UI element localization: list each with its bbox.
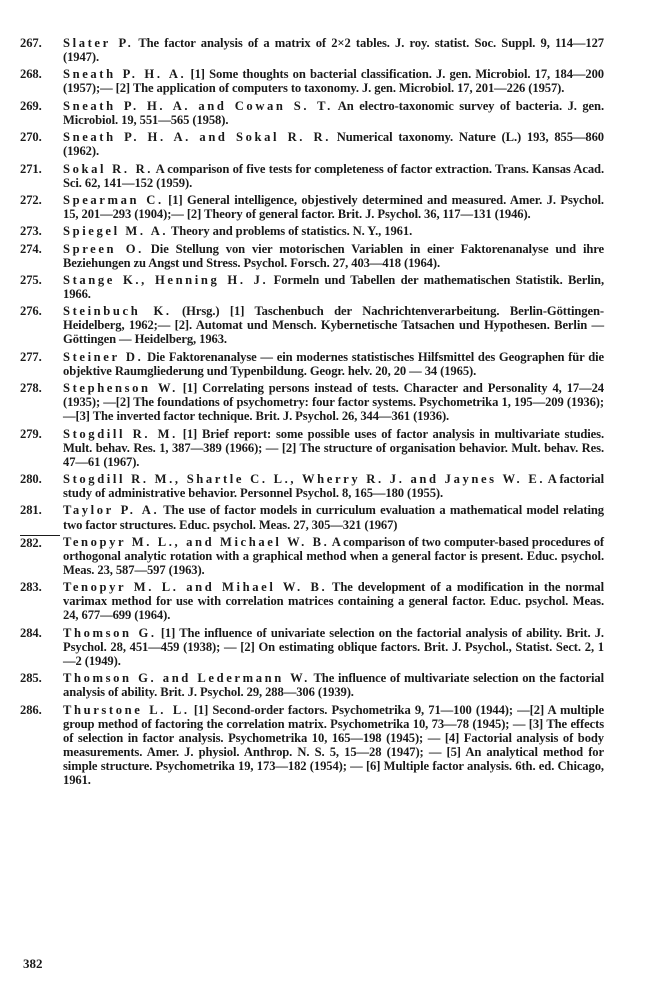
reference-number: 271. [20,161,42,176]
reference-number: 278. [20,381,42,396]
reference-text: [1] The influence of univariate selection on the factorial analysis of ability. Brit. J. Psychol. 28, 451—459 (1938); — [2] On estimating oblique factors. Brit. J. Psychol., Statist. Sect. 2, 1—2 (1949). [63,625,604,668]
reference-number: 267. [20,36,42,50]
reference-entry [0,224,650,238]
reference-list [0,36,650,790]
reference-number: 269. [20,98,42,113]
reference-entry [0,472,650,500]
reference-text: Die Stellung von vier motorischen Variablen in einer Faktorenanalyse und ihre Beziehungen zu Angst und Stress. Psychol. Forsch. 27, 403—418 (1964). [63,241,604,270]
reference-text: Die Faktorenanalyse — ein modernes statistisches Hilfsmittel des Geographen für die objektive Raumgliederung und Typenbildung. Geogr. helv. 20, 20 — 34 (1965). [63,349,604,378]
reference-number: 275. [20,272,42,287]
reference-text: The factor analysis of a matrix of 2×2 tables. J. roy. statist. Soc. Suppl. 9, 114—127 (1947). [63,36,604,65]
reference-text: [1] Some thoughts on bacterial classification. J. gen. Microbiol. 17, 184—200 (1957);— [2] The application of computers to taxonomy. J. gen. Microbiol. 17, 201—226 (1957). [63,67,604,96]
reference-author: Sneath P. H. A. and Cowan S. T. [63,98,333,113]
reference-author: Thomson G. [63,625,157,640]
page-number: 382 [23,956,43,971]
reference-entry [0,304,650,346]
reference-author: Stogdill R. M. [63,426,178,441]
reference-author: Sneath P. H. A. [63,67,187,82]
reference-number: 268. [20,67,42,82]
reference-entry [0,503,650,531]
reference-entry [0,242,650,270]
reference-entry [0,427,650,469]
reference-entry [0,273,650,301]
reference-entry [0,350,650,378]
reference-text: Numerical taxonomy. Nature (L.) 193, 855—860 (1962). [63,130,604,159]
reference-entry [0,36,650,64]
reference-text: [1] Brief report: some possible uses of factor analysis in multivariate studies. Mult. behav. Res. 1, 387—389 (1966); — [2] The structure of organisation behavior. Mult. behav. Res. 47—61 (1967). [63,426,604,469]
reference-number: 282. [20,535,60,550]
reference-author: Thomson G. and Ledermann W. [63,671,310,686]
reference-number: 276. [20,304,42,319]
reference-text: A factorial study of administrative behavior. Personnel Psychol. 8, 165—180 (1955). [63,472,604,501]
reference-entry [0,193,650,221]
reference-text: [1] Second-order factors. Psychometrika 9, 71—100 (1944); —[2] A multiple group method of factoring the correlation matrix. Psychometrika 10, 73—78 (1945); — [3] The effects of selection in factor analysis. Psychometrika 10, 165—198 (1945); — [4] Factorial analysis of body measurements. Amer. J. physiol. Anthrop. N. S. 5, 15—28 (1947); — [5] An analytical method for simple structure. Psychometrika 19, 173—182 (1954); — [6] Multiple factor analysis. 6th. ed. Chicago, 1961. [63,702,604,788]
reference-number: 277. [20,349,42,364]
reference-author: Slater P. [63,36,134,50]
reference-text: Formeln und Tabellen der mathematischen Statistik. Berlin, 1966. [63,272,604,301]
reference-author: Tenopyr M. L., and Michael W. B. [63,534,330,549]
reference-author: Spearman C. [63,192,164,207]
reference-author: Taylor P. A. [63,503,160,518]
reference-text: A comparison of five tests for completeness of factor extraction. Trans. Kansas Acad. Sci. 62, 141—152 (1959). [63,161,604,190]
reference-text: The development of a modification in the normal varimax method for use with correlation matrices containing a general factor. Educ. psychol. Meas. 24, 677—699 (1964). [63,580,604,623]
reference-author: Stephenson W. [63,381,178,396]
reference-author: Tenopyr M. L. and Mihael W. B. [63,580,328,595]
reference-author: Sokal R. R. [63,161,154,176]
reference-author: Stange K., Henning H. J. [63,272,269,287]
reference-number: 270. [20,130,42,145]
reference-author: Spreen O. [63,241,144,256]
reference-author: Steiner D. [63,349,144,364]
reference-entry [0,626,650,668]
reference-number: 284. [20,625,42,640]
reference-number: 279. [20,426,42,441]
reference-text: An electro-taxonomic survey of bacteria. J. gen. Microbiol. 19, 551—565 (1958). [63,98,604,127]
reference-number: 273. [20,224,42,239]
reference-number: 280. [20,472,42,487]
reference-number: 274. [20,241,42,256]
reference-entry [0,67,650,95]
reference-number: 286. [20,702,42,717]
reference-text: The influence of multivariate selection on the factorial analysis of ability. Brit. J. Psychol. 29, 288—306 (1939). [63,671,605,700]
reference-text: [1] Correlating persons instead of tests. Character and Personality 4, 17—24 (1935); —[2] The foundations of psychometry: four factor systems. Psychometrika 1, 195—209 (1936); —[3] The inverted factor technique. Brit. J. Psychol. 26, 344—361 (1936). [63,381,604,424]
reference-author: Steinbuch K. [63,304,172,319]
reference-number: 283. [20,580,42,595]
reference-text: Theory and problems of statistics. N. Y., 1961. [168,224,413,239]
reference-number: 272. [20,192,42,207]
reference-number: 281. [20,503,42,518]
reference-author: Sneath P. H. A. and Sokal R. R. [63,130,331,145]
reference-entry [0,580,650,622]
reference-entry [0,99,650,127]
reference-author: Stogdill R. M., Shartle C. L., Wherry R. J. and Jaynes W. E. [63,472,546,487]
reference-text: [1] General intelligence, objestively determined and measured. Amer. J. Psychol. 15, 201—293 (1904);— [2] Theory of general factor. Brit. J. Psychol. 36, 117—131 (1946). [63,192,604,221]
reference-entry [0,703,650,788]
reference-entry [0,381,650,423]
reference-text: (Hrsg.) [1] Taschenbuch der Nachrichtenverarbeitung. Berlin-Göttingen-Heidelberg, 1962;— [2]. Automat und Mensch. Kybernetische Tatsachen und Hypothesen. Berlin — Göttingen — Heidelberg, 1963. [63,304,604,347]
reference-entry [0,130,650,158]
reference-text: A comparison of two computer-based procedures of orthogonal analytic rotation with a graphical method when a general factor is present. Educ. psychol. Meas. 23, 587—597 (1963). [63,534,604,577]
reference-author: Spiegel M. A. [63,224,169,239]
reference-entry [0,162,650,190]
reference-entry [0,671,650,699]
reference-text: The use of factor models in curriculum evaluation a mathematical model relating two factor structures. Educ. psychol. Meas. 27, 305—321 (1967) [63,503,604,532]
reference-author: Thurstone L. L. [63,702,190,717]
reference-number: 285. [20,671,42,686]
reference-entry [0,535,650,577]
